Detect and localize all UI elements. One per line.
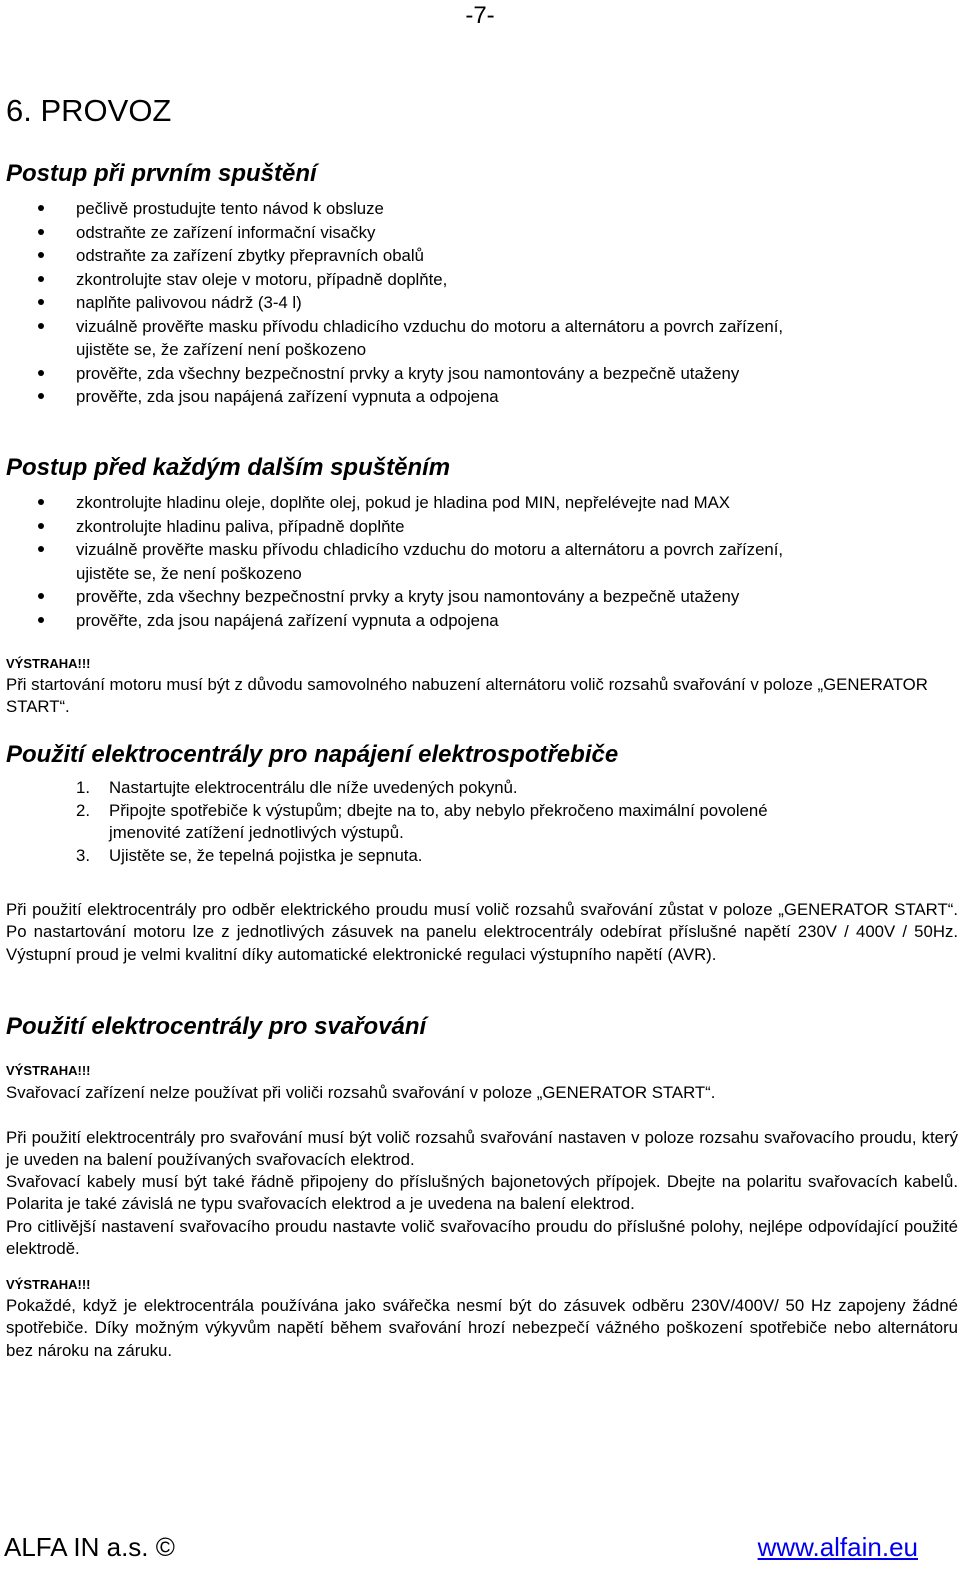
list-item: prověřte, zda všechny bezpečnostní prvky a kryty jsou namontovány a bezpečně utaženy — [0, 585, 783, 609]
warning-label: VÝSTRAHA!!! — [6, 1063, 91, 1078]
list-item: prověřte, zda jsou napájená zařízení vypnuta a odpojena — [0, 609, 783, 633]
chapter-title: 6. PROVOZ — [6, 93, 172, 128]
section-title-power-supply: Použití elektrocentrály pro napájení elektrospotřebiče — [6, 741, 619, 768]
each-start-list — [0, 491, 783, 632]
list-item: zkontrolujte stav oleje v motoru, případně doplňte, — [0, 268, 783, 292]
step-item: jmenovité zatížení jednotlivých výstupů. — [109, 823, 404, 842]
power-supply-steps — [0, 777, 768, 867]
list-item: odstraňte ze zařízení informační visačky — [0, 221, 783, 245]
step-item: 3. Ujistěte se, že tepelná pojistka je sepnuta. — [76, 845, 423, 865]
section-title-welding: Použití elektrocentrály pro svařování — [6, 1013, 427, 1040]
power-supply-paragraph: Při použití elektrocentrály pro odběr elektrického proudu musí volič rozsahů svařování zůstat v poloze „GENERATOR START“. Po nastartování motoru lze z jednotlivých zásuvek na panelu elektrocentrály odebírat příslušné napětí 230V / 400V / 50Hz. Výstupní proud je velmi kvalitní díky automatické elektronické regulaci výstupního napětí (AVR). — [6, 900, 958, 964]
list-item: naplňte palivovou nádrž (3-4 l) — [0, 291, 783, 315]
list-item: vizuálně prověřte masku přívodu chladicího vzduchu do motoru a alternátoru a povrch zařízení, — [0, 315, 783, 339]
step-item: 2. Připojte spotřebiče k výstupům; dbejte na to, aby nebylo překročeno maximální povolené — [76, 800, 768, 820]
warning-label: VÝSTRAHA!!! — [6, 1277, 91, 1292]
list-item: prověřte, zda jsou napájená zařízení vypnuta a odpojena — [0, 385, 783, 409]
welding-paragraph-1: Při použití elektrocentrály pro svařování musí být volič rozsahů svařování nastaven v poloze rozsahu svařovacího proudu, který je uveden na balení používaných svařovacích elektrod. — [6, 1128, 958, 1170]
warning-text: Svařovací zařízení nelze používat při voliči rozsahů svařování v poloze „GENERATOR START“. — [6, 1083, 716, 1102]
list-item: vizuálně prověřte masku přívodu chladicího vzduchu do motoru a alternátoru a povrch zařízení, — [0, 538, 783, 562]
warning-text: Pokaždé, když je elektrocentrála používána jako svářečka nesmí být do zásuvek odběru 230V/400V/ 50 Hz zapojeny žádné spotřebiče. Díky možným výkyvům napětí během svařování hrozí nebezpečí vážného poškození spotřebiče nebo alternátoru bez nároku na záruku. — [6, 1296, 958, 1360]
list-item-continuation: ujistěte se, že není poškozeno — [76, 563, 302, 583]
section-title-each-start: Postup před každým dalším spuštěním — [6, 454, 451, 481]
list-item: odstraňte za zařízení zbytky přepravních obalů — [0, 244, 783, 268]
welding-paragraph-2: Svařovací kabely musí být také řádně připojeny do příslušných bajonetových přípojek. Dbejte na polaritu svařovacích kabelů. Polarita je také závislá ne typu svařovacích elektrod a je uvedena na balení elektrod. — [6, 1172, 958, 1214]
footer-website-link[interactable]: www.alfain.eu — [757, 1532, 918, 1562]
page-number: -7- — [465, 2, 495, 29]
warning-label: VÝSTRAHA!!! — [6, 656, 91, 671]
list-item: zkontrolujte hladinu oleje, doplňte olej, pokud je hladina pod MIN, nepřelévejte nad MAX — [0, 491, 783, 515]
welding-paragraph-3: Pro citlivější nastavení svařovacího proudu nastavte volič svařovacího proudu do příslušné polohy, nejlépe odpovídající použité elektrodě. — [6, 1217, 958, 1259]
first-start-list — [0, 197, 783, 409]
section-title-first-start: Postup při prvním spuštění — [6, 160, 317, 187]
list-item: zkontrolujte hladinu paliva, případně doplňte — [0, 515, 783, 539]
list-item: pečlivě prostudujte tento návod k obsluze — [0, 197, 783, 221]
list-item: prověřte, zda všechny bezpečnostní prvky a kryty jsou namontovány a bezpečně utaženy — [0, 362, 783, 386]
step-item: 1. Nastartujte elektrocentrálu dle níže uvedených pokynů. — [76, 778, 518, 797]
warning-text: Při startování motoru musí být z důvodu samovolného nabuzení alternátoru volič rozsahů svařování v poloze „GENERATOR START“. — [6, 675, 928, 717]
footer-company: ALFA IN a.s. © — [4, 1532, 175, 1562]
list-item-continuation: ujistěte se, že zařízení není poškozeno — [76, 340, 367, 359]
